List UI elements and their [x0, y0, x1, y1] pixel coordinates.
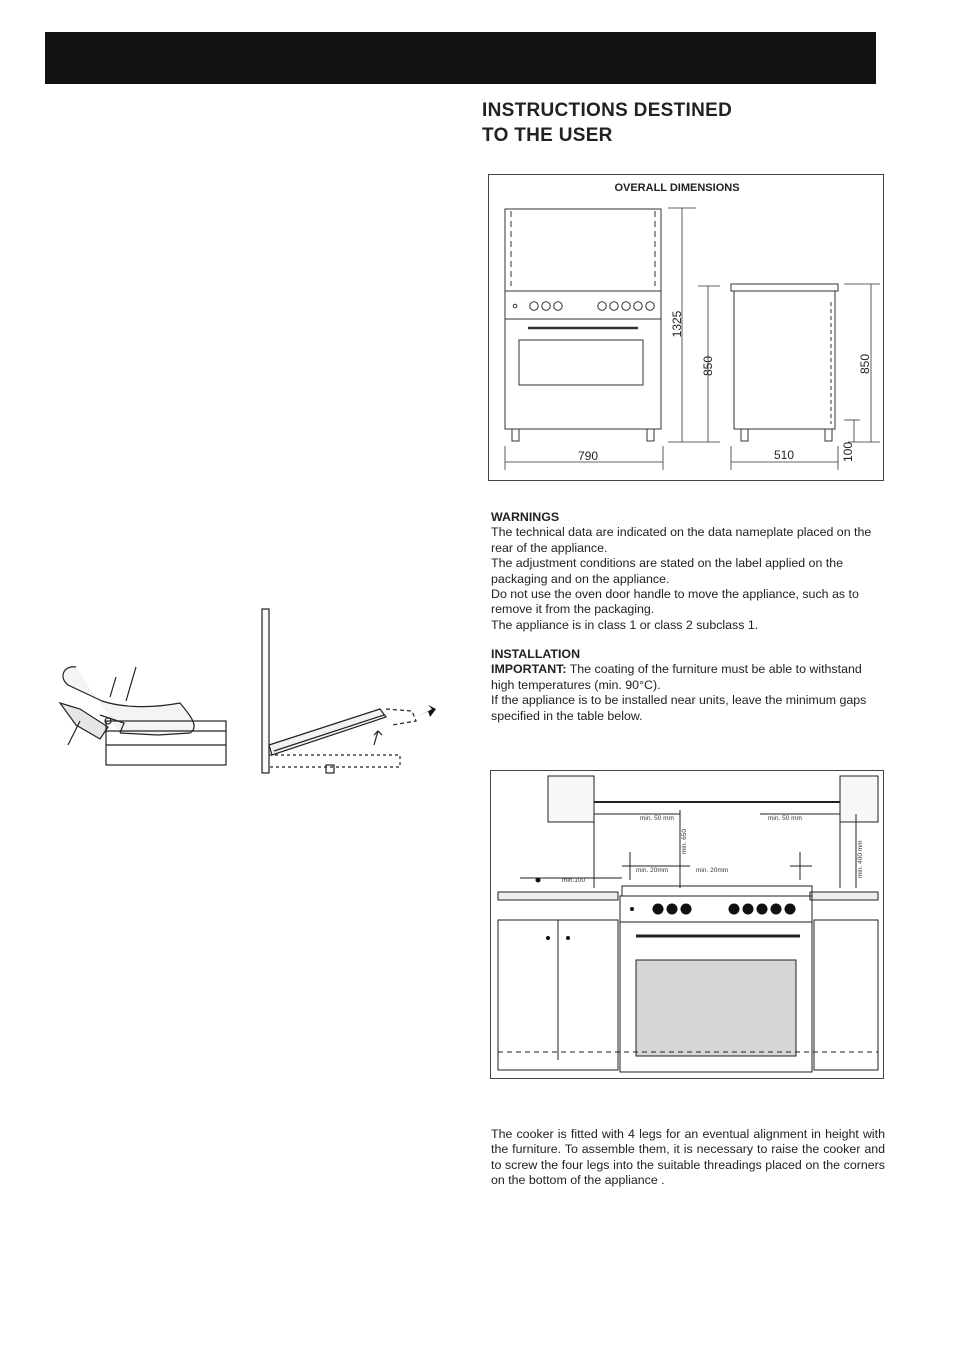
cooker-side-view	[731, 284, 838, 441]
side-height-worktop-label: 850	[858, 353, 872, 375]
side-depth-label: 510	[773, 448, 795, 462]
warnings-heading: WARNINGS	[491, 510, 560, 524]
installation-gaps-figure	[490, 770, 885, 1080]
installation-heading: INSTALLATION	[491, 647, 581, 661]
gap-label-min-50-left: min. 50 mm	[640, 815, 674, 822]
page-title	[482, 98, 732, 148]
cooker-knobs	[536, 878, 796, 941]
gaps-note: If the appliance is to be installed near units, leave the minimum gaps specified in the table below.	[491, 693, 867, 723]
gap-label-min-650: min. 650	[681, 829, 688, 854]
dimensions-heading: OVERALL DIMENSIONS	[614, 182, 740, 194]
cooker-front-view	[505, 209, 661, 441]
gap-label-min-20-left: min. 20mm	[636, 867, 669, 874]
door-removal-illustration	[40, 605, 450, 785]
overall-dimensions-figure	[488, 174, 885, 482]
side-legs-label: 100	[841, 441, 855, 463]
warnings-section	[491, 510, 885, 633]
gap-label-min-400: min. 400 mm	[857, 840, 864, 878]
legs-text: The cooker is fitted with 4 legs for an eventual alignment in height with the furniture. To assemble them, it is necessary to raise the cooker and to screw the four legs into the suitable threadings placed on the corners on the bottom of the appliance .	[491, 1127, 885, 1188]
gap-label-min-50-right: min. 50 mm	[768, 815, 802, 822]
front-width-label: 790	[577, 449, 599, 463]
legs-section	[491, 1127, 885, 1189]
front-height-worktop-label: 850	[701, 355, 715, 377]
warnings-line-1: The technical data are indicated on the data nameplate placed on the rear of the appliance.	[491, 525, 872, 555]
warnings-line-4: The appliance is in class 1 or class 2 subclass 1.	[491, 617, 759, 632]
page-title-line-1: INSTRUCTIONS DESTINED	[482, 100, 733, 121]
important-label: IMPORTANT:	[491, 662, 567, 677]
front-height-total-label: 1325	[670, 310, 684, 338]
page-title-line-2: TO THE USER	[482, 125, 613, 146]
installation-section	[491, 647, 885, 724]
warnings-line-2: The adjustment conditions are stated on the label applied on the packaging and on the appliance.	[491, 556, 843, 586]
important-note	[491, 662, 885, 693]
header-bar	[45, 32, 876, 84]
gap-label-min-100: min.100	[562, 877, 586, 884]
warnings-line-3: Do not use the oven door handle to move the appliance, such as to remove it from the packaging.	[491, 587, 859, 617]
gap-label-min-20-right: min. 20mm	[696, 867, 729, 874]
important-text: The coating of the furniture must be able to withstand high temperatures (min. 90°C).	[491, 662, 862, 692]
